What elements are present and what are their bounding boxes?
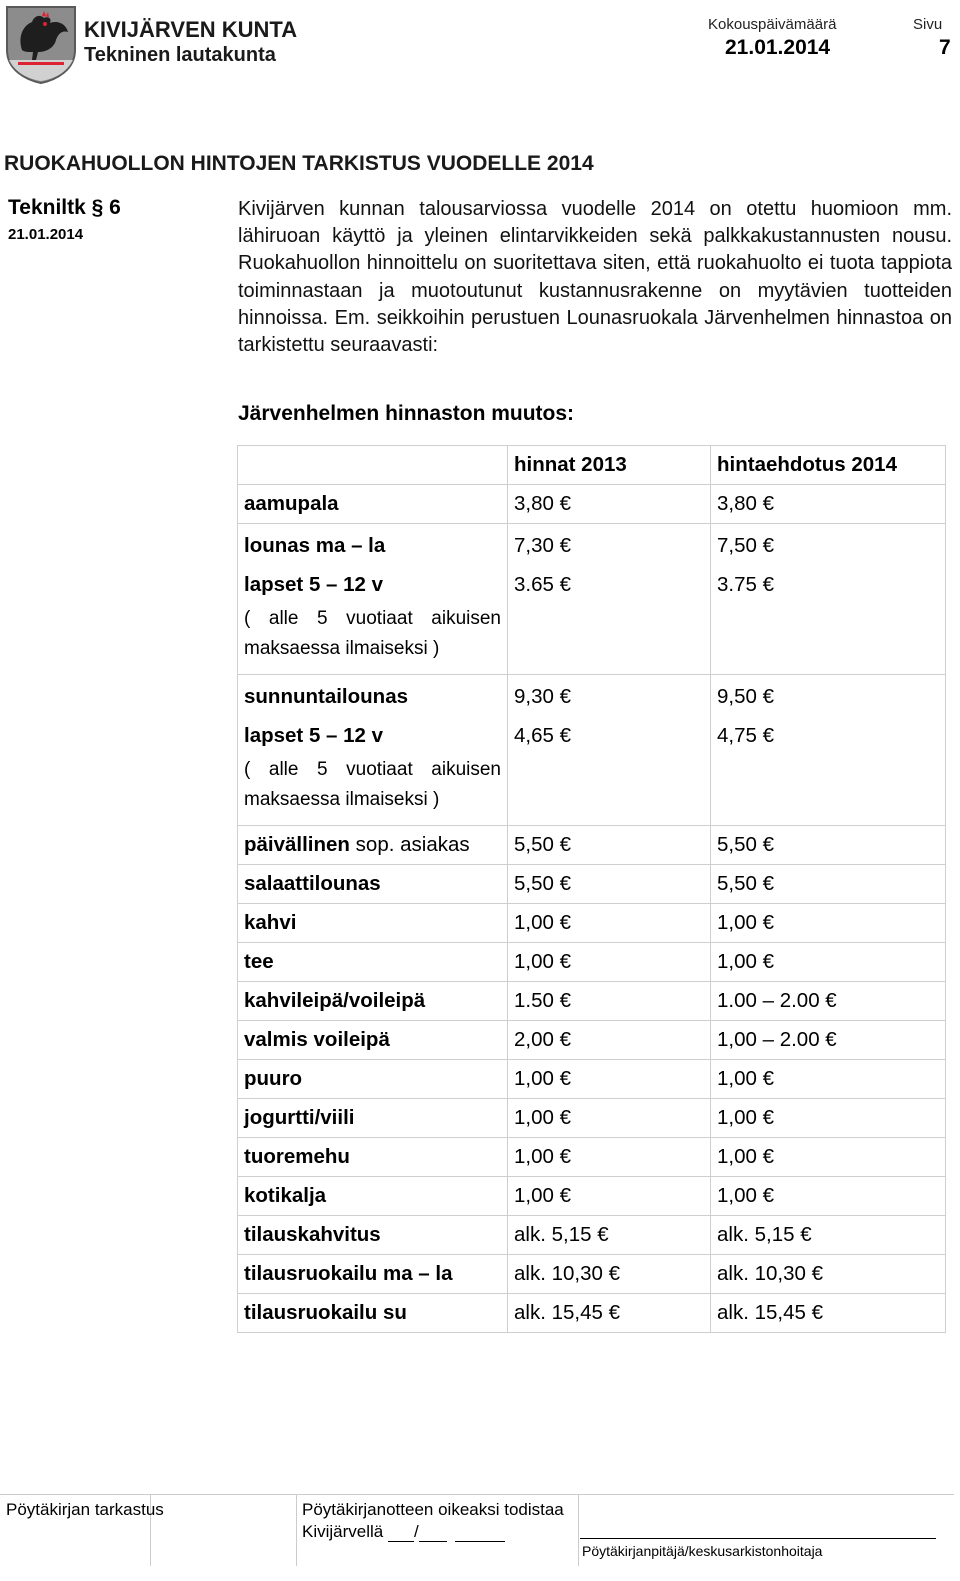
price-2014: 5,50 € <box>711 865 946 904</box>
page-label: Sivu <box>913 16 943 33</box>
day-blank <box>388 1525 414 1542</box>
item-name: kotikalja <box>238 1177 508 1216</box>
section-body-text: Kivijärven kunnan talousarviossa vuodelle 2014 on otettu huomioon mm. lähiruoan käyttö ja yleinen elintarvikkeiden sekä palkkakustannusten nousu. Ruokahuollon hinnoittelu on suoritettava siten, että ruokahuolto ei tuota tappiota toiminnastaan ja muotoutunut kustannusrakenne on myytävien tuotteiden hinnoissa. Em. seikkoihin perustuen Lounasruokala Järvenhelmen hinnastoa on tarkistettu seuraavasti: <box>238 198 952 357</box>
price-2013: 1,00 € <box>508 1138 711 1177</box>
footer-divider <box>296 1494 297 1566</box>
price-2013: 2,00 € <box>508 1021 711 1060</box>
month-blank <box>419 1525 447 1542</box>
header-cell-item <box>238 446 508 485</box>
item-name: aamupala <box>238 485 508 524</box>
table-row <box>238 1216 946 1255</box>
price-2013-group <box>508 675 711 826</box>
price-2014: 1,00 € <box>711 943 946 982</box>
section-id: Tekniltk § 6 <box>8 196 121 219</box>
price-2014: 1,00 € <box>711 904 946 943</box>
item-name: kahvi <box>238 904 508 943</box>
price-2013: 5,50 € <box>508 865 711 904</box>
footer-divider <box>578 1494 579 1566</box>
item-note: ( alle 5 vuotiaat aikuisen maksaessa ilmaiseksi ) <box>244 759 501 810</box>
item-name-group <box>238 675 508 826</box>
table-row <box>238 485 946 524</box>
committee-name: Tekninen lautakunta <box>84 44 276 66</box>
item-name: lounas ma – la <box>244 534 386 557</box>
price-2013: alk. 15,45 € <box>508 1294 711 1333</box>
item-name: valmis voileipä <box>238 1021 508 1060</box>
price-2014: 7,50 € <box>717 534 774 557</box>
table-row <box>238 865 946 904</box>
item-name: päivällinen <box>244 833 350 856</box>
price-2014: 9,50 € <box>717 685 774 708</box>
item-name: puuro <box>238 1060 508 1099</box>
item-name: lapset 5 – 12 v <box>244 573 384 596</box>
price-2013: 5,50 € <box>508 826 711 865</box>
item-name: sunnuntailounas <box>244 685 408 708</box>
price-2014: 3,80 € <box>711 485 946 524</box>
price-2013: 3.65 € <box>514 573 571 596</box>
table-row <box>238 1177 946 1216</box>
item-name-cell <box>238 826 508 865</box>
table-row <box>238 1294 946 1333</box>
item-name: salaattilounas <box>238 865 508 904</box>
item-name: tilauskahvitus <box>238 1216 508 1255</box>
item-name: tilausruokailu ma – la <box>238 1255 508 1294</box>
price-2014: alk. 5,15 € <box>711 1216 946 1255</box>
table-row <box>238 1138 946 1177</box>
item-name: tilausruokailu su <box>238 1294 508 1333</box>
price-2013: 1.50 € <box>508 982 711 1021</box>
price-2013: 7,30 € <box>514 534 571 557</box>
price-2014: 1.00 – 2.00 € <box>711 982 946 1021</box>
price-2013: 1,00 € <box>508 1060 711 1099</box>
place-name: Kivijärvellä <box>302 1522 384 1541</box>
price-2013: 1,00 € <box>508 1099 711 1138</box>
certification-label: Pöytäkirjanotteen oikeaksi todistaa <box>302 1500 564 1519</box>
price-2013: 1,00 € <box>508 904 711 943</box>
minutes-check-label: Pöytäkirjan tarkastus <box>6 1500 164 1519</box>
signature-line <box>580 1538 936 1539</box>
header-cell-2014: hintaehdotus 2014 <box>711 446 946 485</box>
price-2013: 4,65 € <box>514 724 571 747</box>
price-2014: 1,00 € <box>711 1138 946 1177</box>
price-2014: 1,00 € <box>711 1099 946 1138</box>
price-2014-group <box>711 675 946 826</box>
table-row <box>238 1099 946 1138</box>
table-row <box>238 1021 946 1060</box>
price-table <box>237 445 946 1333</box>
table-row-group-lunch <box>238 524 946 675</box>
table-header-row <box>238 446 946 485</box>
item-note: ( alle 5 vuotiaat aikuisen maksaessa ilmaiseksi ) <box>244 608 501 659</box>
section-date: 21.01.2014 <box>8 226 84 243</box>
price-2013: alk. 10,30 € <box>508 1255 711 1294</box>
certification-place-line <box>302 1522 505 1542</box>
price-2014: 5,50 € <box>711 826 946 865</box>
price-2013: 9,30 € <box>514 685 571 708</box>
document-title: RUOKAHUOLLON HINTOJEN TARKISTUS VUODELLE 2014 <box>4 152 594 175</box>
signer-title: Pöytäkirjanpitäjä/keskusarkistonhoitaja <box>582 1543 823 1559</box>
price-2014: 1,00 € <box>711 1060 946 1099</box>
item-name: lapset 5 – 12 v <box>244 724 384 747</box>
table-row-group-sunday <box>238 675 946 826</box>
price-2013: 1,00 € <box>508 943 711 982</box>
price-2014: alk. 10,30 € <box>711 1255 946 1294</box>
price-2014: 1,00 € <box>711 1177 946 1216</box>
page-number: 7 <box>939 36 951 59</box>
meeting-date: 21.01.2014 <box>725 36 831 59</box>
table-row <box>238 982 946 1021</box>
year-blank <box>455 1525 505 1542</box>
item-name: tee <box>238 943 508 982</box>
price-2013-group <box>508 524 711 675</box>
table-row <box>238 1255 946 1294</box>
price-2014-group <box>711 524 946 675</box>
municipality-crest-logo <box>4 4 78 84</box>
price-2014: alk. 15,45 € <box>711 1294 946 1333</box>
item-name-group <box>238 524 508 675</box>
table-row <box>238 904 946 943</box>
organization-name: KIVIJÄRVEN KUNTA <box>84 17 298 42</box>
table-row <box>238 1060 946 1099</box>
price-list-subheading: Järvenhelmen hinnaston muutos: <box>238 402 575 425</box>
header-cell-2013: hinnat 2013 <box>508 446 711 485</box>
simple-rows <box>238 865 946 1333</box>
table-row <box>238 826 946 865</box>
price-2014: 3.75 € <box>717 573 774 596</box>
meeting-date-label: Kokouspäivämäärä <box>708 16 837 33</box>
date-separator: / <box>413 1522 419 1541</box>
table-row <box>238 943 946 982</box>
price-2013: alk. 5,15 € <box>508 1216 711 1255</box>
item-name-suffix: sop. asiakas <box>349 833 470 856</box>
price-2014: 1,00 – 2.00 € <box>711 1021 946 1060</box>
price-2014: 4,75 € <box>717 724 774 747</box>
price-2013: 1,00 € <box>508 1177 711 1216</box>
item-name: kahvileipä/voileipä <box>238 982 508 1021</box>
item-name: jogurtti/viili <box>238 1099 508 1138</box>
price-2013: 3,80 € <box>508 485 711 524</box>
item-name: tuoremehu <box>238 1138 508 1177</box>
